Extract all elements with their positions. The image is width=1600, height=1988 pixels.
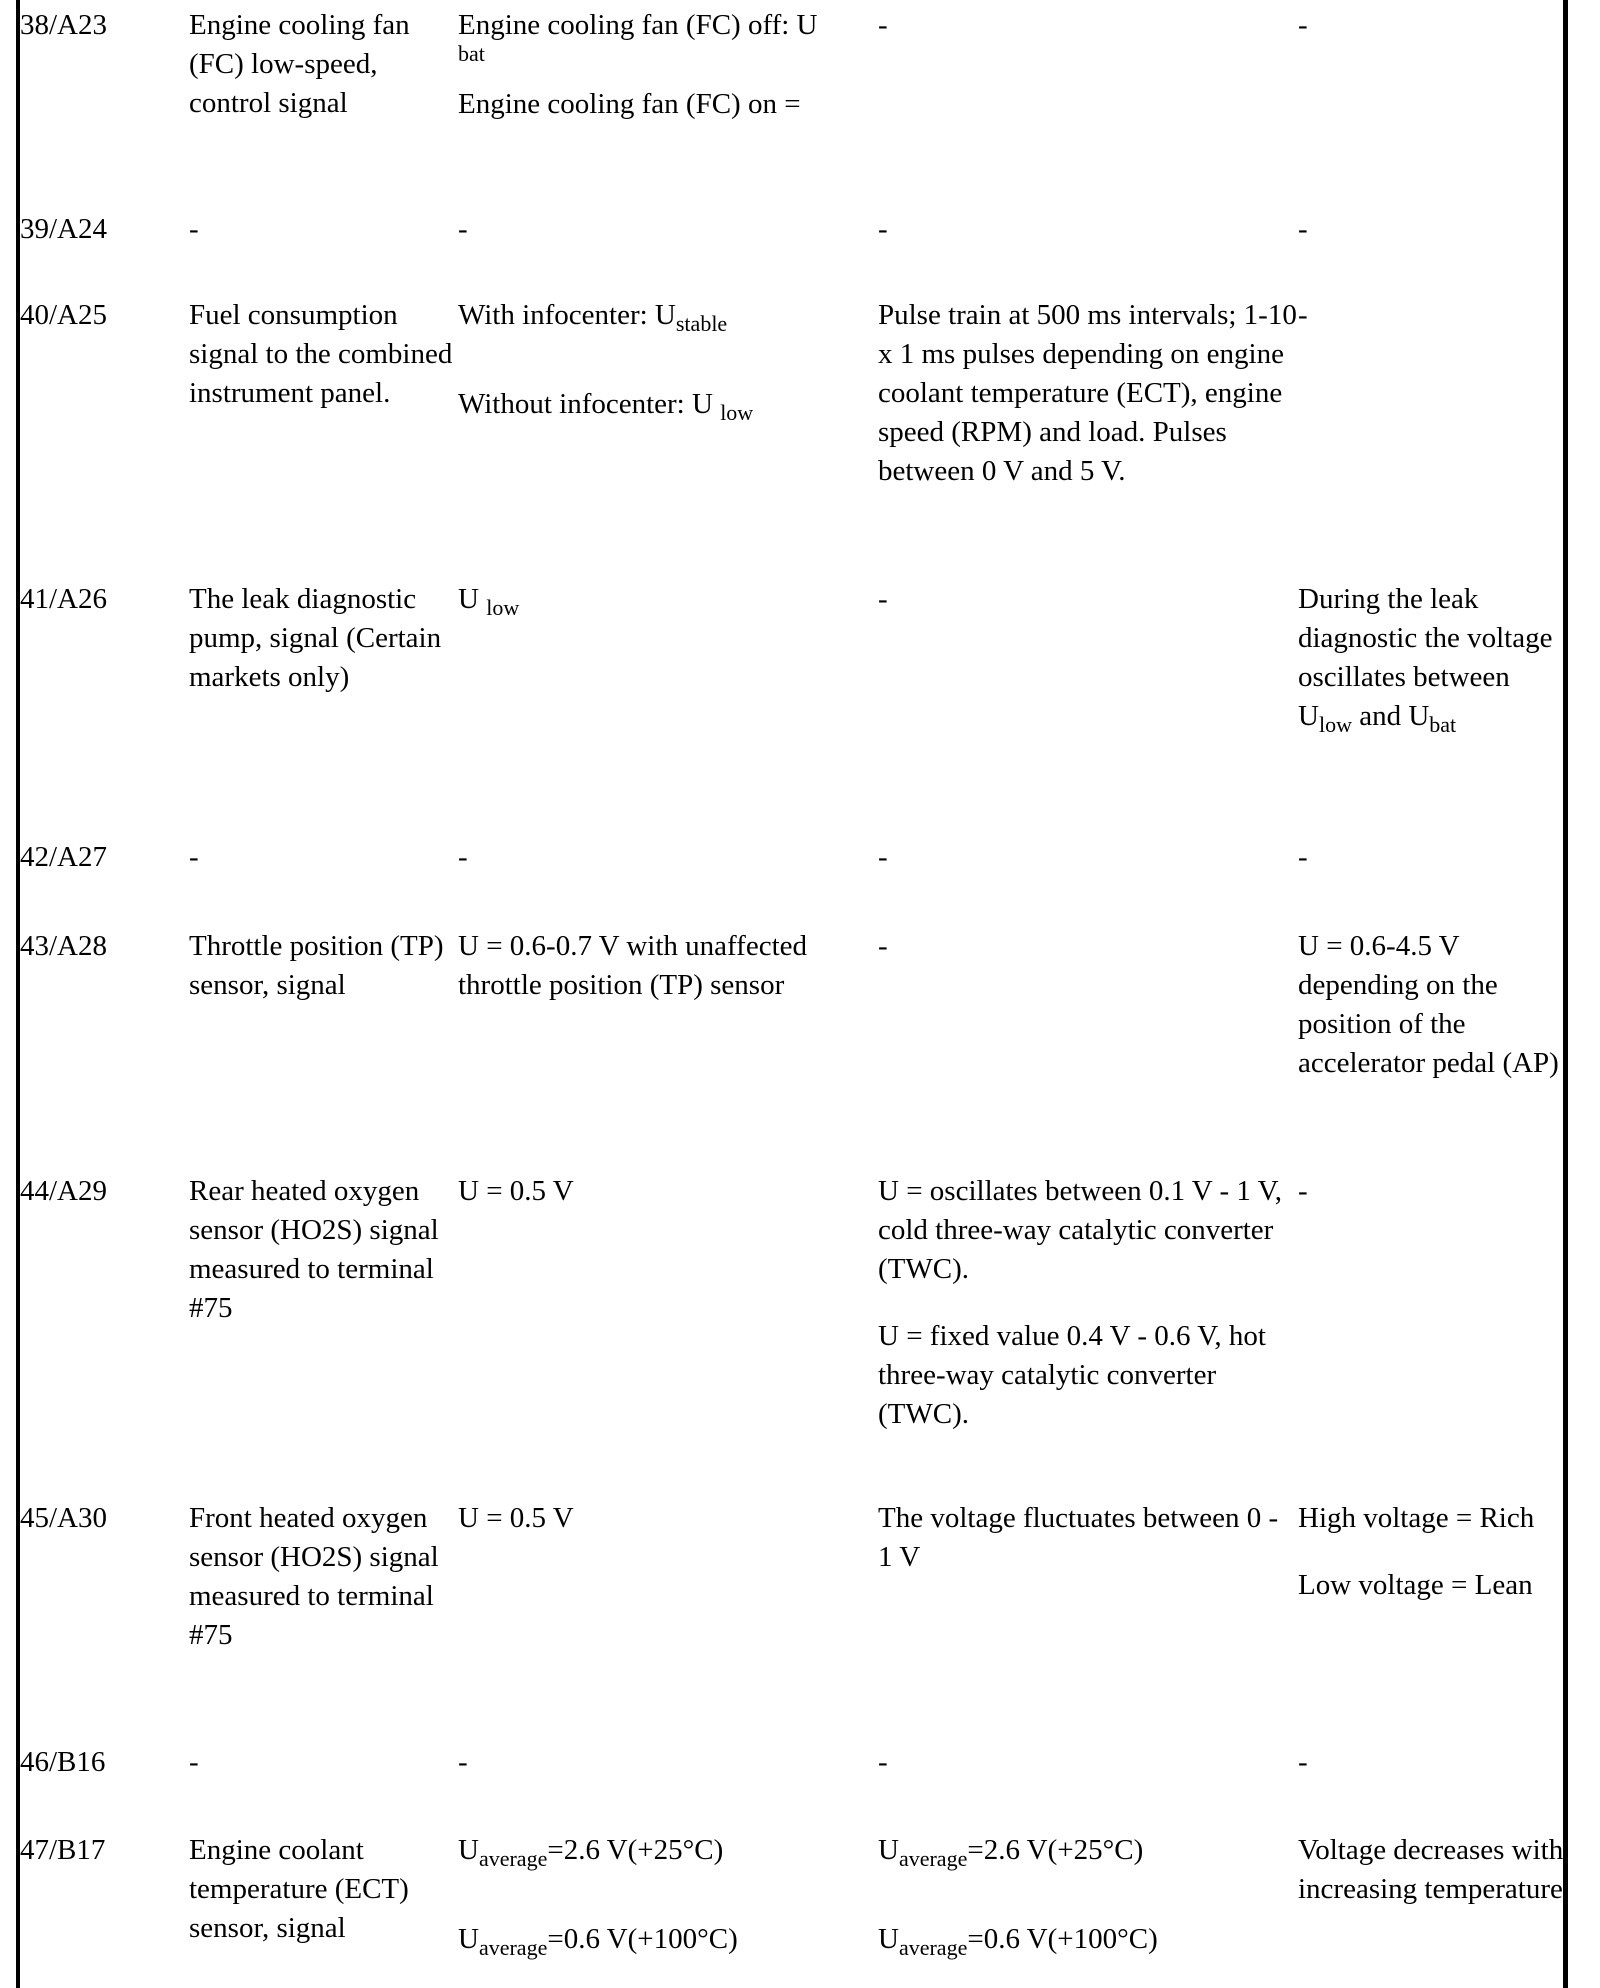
running-value-cell <box>878 1172 1298 1434</box>
pin-cell: 39/A24 <box>20 213 107 245</box>
running-value-cell: - <box>878 213 888 245</box>
idle-value-cell: U = 0.5 V <box>458 1502 574 1534</box>
function-cell: Engine coolant temperature (ECT) sensor, signal <box>189 1834 409 1944</box>
notes-cell: U = 0.6-4.5 V depending on the position of the accelerator pedal (AP) <box>1298 930 1559 1079</box>
idle-value-cell <box>458 296 878 424</box>
idle-value-cell: U = 0.6-0.7 V with unaffected throttle position (TP) sensor <box>458 930 807 1001</box>
idle-value-cell <box>458 6 878 124</box>
running-value-cell: - <box>878 583 888 615</box>
idle-line: Without infocenter: U $_{low}$ <box>458 388 754 425</box>
notes-cell: - <box>1298 841 1308 873</box>
function-cell: The leak diagnostic pump, signal (Certain markets only) <box>189 583 442 693</box>
idle-line: With infocenter: $U_{stable}$ <box>458 299 728 336</box>
function-cell: Fuel consumption signal to the combined instrument panel. <box>189 299 453 409</box>
idle-value-cell <box>458 1831 878 1959</box>
pin-cell: 44/A29 <box>20 1175 107 1207</box>
running-value-cell: - <box>878 930 888 962</box>
running-value-cell: - <box>878 841 888 873</box>
running-line: $U_{average}=2.6$ V(+25°C) <box>878 1834 1144 1871</box>
function-cell: Engine cooling fan (FC) low-speed, control signal <box>189 9 410 119</box>
pin-cell: 42/A27 <box>20 841 107 873</box>
function-cell: - <box>189 1746 199 1778</box>
running-value-cell: - <box>878 1746 888 1778</box>
pin-cell: 40/A25 <box>20 299 107 331</box>
idle-value-cell: U = 0.5 V <box>458 1175 574 1207</box>
notes-cell: - <box>1298 1175 1308 1207</box>
pin-cell: 38/A23 <box>20 9 107 41</box>
notes-line: Low voltage = Lean <box>1298 1569 1533 1601</box>
notes-cell: Voltage decreases with increasing temperature <box>1298 1834 1564 1905</box>
running-line: U = fixed value 0.4 V - 0.6 V, hot three-way catalytic converter (TWC). <box>878 1320 1266 1430</box>
notes-cell: - <box>1298 9 1308 41</box>
running-line: $U_{average}=0.6$ V(+100°C) <box>878 1923 1158 1960</box>
notes-cell: - <box>1298 1746 1308 1778</box>
running-value-cell: The voltage fluctuates between 0 - 1 V <box>878 1502 1279 1573</box>
notes-line: High voltage = Rich <box>1298 1502 1535 1534</box>
pin-cell: 41/A26 <box>20 583 107 615</box>
idle-line: Engine cooling fan (FC) off: U bat <box>458 9 818 66</box>
function-cell: Front heated oxygen sensor (HO2S) signal measured to terminal #75 <box>189 1502 439 1651</box>
idle-line: $U_{average}=0.6$ V(+100°C) <box>458 1923 738 1960</box>
idle-value-cell: - <box>458 841 468 873</box>
idle-line: $U_{average}=2.6$ V(+25°C) <box>458 1834 724 1871</box>
pin-cell: 43/A28 <box>20 930 107 962</box>
function-cell: - <box>189 841 199 873</box>
function-cell: Throttle position (TP) sensor, signal <box>189 930 444 1001</box>
idle-line: Engine cooling fan (FC) on = <box>458 88 801 120</box>
idle-value-cell: - <box>458 213 468 245</box>
function-cell: - <box>189 213 199 245</box>
notes-cell: - <box>1298 299 1308 331</box>
pin-cell: 46/B16 <box>20 1746 106 1778</box>
idle-value-cell: U $_{low}$ <box>458 583 520 620</box>
pin-cell: 45/A30 <box>20 1502 107 1534</box>
notes-cell: During the leak diagnostic the voltage oscillates between $U_{low}$ and $U_{bat}$ <box>1298 583 1553 737</box>
notes-cell <box>1298 1499 1568 1605</box>
function-cell: Rear heated oxygen sensor (HO2S) signal measured to terminal #75 <box>189 1175 439 1324</box>
idle-value-cell: - <box>458 1746 468 1778</box>
pin-cell: 47/B17 <box>20 1834 106 1866</box>
running-value-cell: - <box>878 9 888 41</box>
running-value-cell <box>878 1831 1298 1959</box>
notes-cell: - <box>1298 213 1308 245</box>
running-line: U = oscillates between 0.1 V - 1 V, cold three-way catalytic converter (TWC). <box>878 1175 1283 1285</box>
running-value-cell: Pulse train at 500 ms intervals; 1-10 x 1 ms pulses depending on engine coolant temperature (ECT), engine speed (RPM) and load. Pulses between 0 V and 5 V. <box>878 299 1297 487</box>
